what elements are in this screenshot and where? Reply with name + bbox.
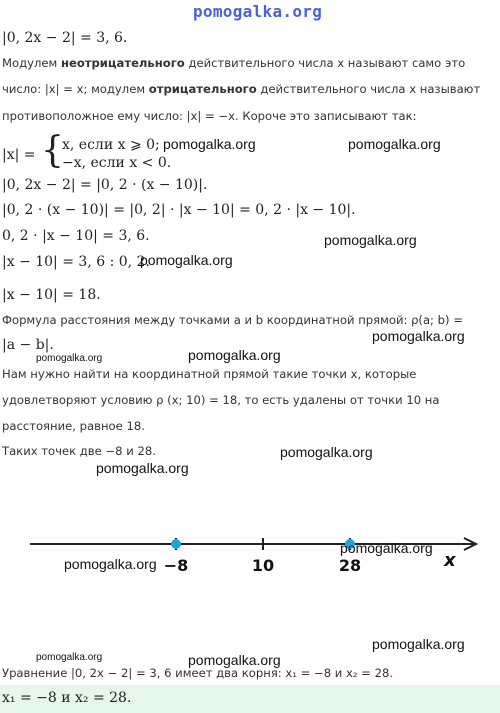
step-result: |x − 10| = 18. [2,287,101,303]
abs-definition-lhs: |x| = [2,147,36,163]
abs-definition-case-1: x, если x ⩾ 0; [62,137,160,153]
watermark: pomogalka.org [324,232,417,248]
watermark: pomogalka.org [163,136,256,152]
abs-definition-case-2: −x, если x < 0. [62,155,172,171]
distance-formula-line-1: Формула расстояния между точками a и b координатной прямой: ρ(a; b) = [2,313,463,327]
number-line-tick-label: 10 [251,556,275,575]
two-points-line: Таких точек две −8 и 28. [2,444,156,458]
definition-line-2: число: |x| = x; модулем отрицательного действительного числа x называют [2,82,481,96]
definition-line-1: Модулем неотрицательного действительного числа x называют само это [2,56,466,70]
answer-text: x₁ = −8 и x₂ = 28. [2,690,132,706]
watermark: pomogalka.org [372,328,465,344]
watermark: pomogalka.org [64,556,157,572]
watermark: pomogalka.org [96,460,189,476]
step-substitute: 0, 2 · |x − 10| = 3, 6. [2,228,150,244]
watermark: pomogalka.org [140,252,233,268]
number-line-axis-label: x [444,550,456,571]
step-split-modulus: |0, 2 · (x − 10)| = |0, 2| · |x − 10| = 0, 2 · |x − 10|. [2,202,356,218]
watermark: pomogalka.org [348,136,441,152]
explanation-line-2: удовлетворяют условию ρ (x; 10) = 18, то есть удалены от точки 10 на [2,393,440,407]
watermark: pomogalka.org [36,353,103,364]
watermark: pomogalka.org [372,636,465,652]
conclusion-line: Уравнение |0, 2x − 2| = 3, 6 имеет два корня: x₁ = −8 и x₂ = 28. [2,666,394,680]
watermark: pomogalka.org [188,652,281,668]
watermark: pomogalka.org [188,347,281,363]
abs-definition-brace: { [41,130,64,171]
step-divide: |x − 10| = 3, 6 : 0, 2. [2,254,150,270]
number-line-tick-label: −8 [163,556,189,575]
step-factor: |0, 2x − 2| = |0, 2 · (x − 10)|. [2,177,208,193]
distance-formula-line-2: |a − b|. [2,337,54,353]
site-header[interactable]: pomogalka.org [193,2,323,21]
watermark: pomogalka.org [36,652,103,663]
explanation-line-3: расстояние, равное 18. [2,419,145,433]
definition-line-3: противоположное ему число: |x| = −x. Короче это записывают так: [2,109,417,123]
watermark: pomogalka.org [340,540,433,556]
explanation-line-1: Нам нужно найти на координатной прямой такие точки x, которые [2,367,417,381]
number-line-tick-label: 28 [338,556,362,575]
watermark: pomogalka.org [280,444,373,460]
equation-original: |0, 2x − 2| = 3, 6. [2,30,128,46]
